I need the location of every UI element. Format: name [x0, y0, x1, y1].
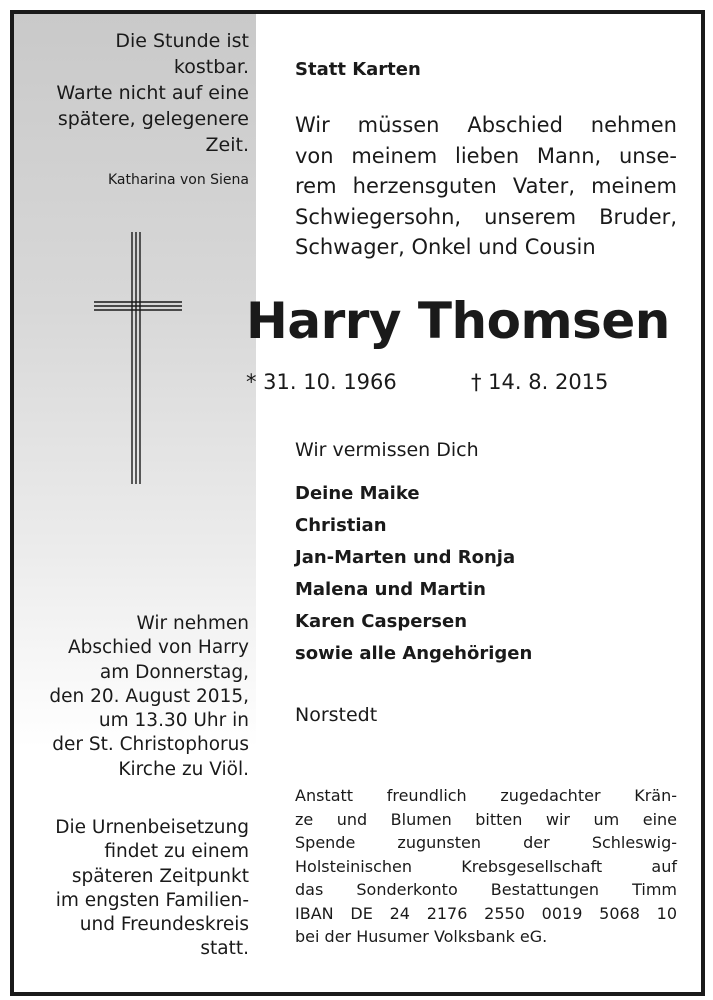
funeral-info [14, 612, 249, 782]
urn-line: Die Urnenbeisetzung [55, 817, 249, 838]
funeral-line: den 20. August 2015, [49, 685, 249, 707]
funeral-line: Kirche zu Viöl. [118, 758, 249, 780]
notice-line: bei der Husumer Volksbank eG. [295, 927, 548, 946]
notice-line: Anstatt freundlich zugedachter Krän- [295, 786, 677, 805]
urn-line: statt. [200, 938, 249, 960]
miss-text: Wir vermissen Dich [295, 439, 479, 461]
quote-line: Warte nicht auf eine [56, 82, 249, 104]
notice-line: Holsteinischen Krebsgesellschaft auf [295, 856, 677, 876]
urn-line: und Freundeskreis [79, 914, 249, 936]
dates [246, 370, 609, 394]
quote-line: Die Stunde ist [115, 30, 249, 52]
family-member: Malena und Martin [295, 579, 486, 600]
notice-line: das Sonderkonto Bestattungen Timm [295, 880, 677, 899]
donation-notice [295, 784, 677, 949]
deceased-name: Harry Thomsen [246, 292, 670, 350]
notice-line: IBAN DE 24 2176 2550 0019 5068 10 [295, 903, 677, 923]
family-member: Christian [295, 515, 387, 536]
cross-icon [94, 232, 184, 484]
funeral-line: am Donnerstag, [99, 661, 249, 683]
family-member: sowie alle Angehörigen [295, 643, 533, 664]
quote-line: kostbar. [173, 56, 249, 78]
obituary-frame [10, 10, 705, 996]
heading: Statt Karten [295, 59, 421, 80]
quote-line: Zeit. [205, 134, 249, 156]
family-member: Karen Caspersen [295, 611, 468, 632]
family-member: Deine Maike [295, 483, 420, 504]
funeral-line: Wir nehmen [136, 613, 249, 634]
family-member: Jan-Marten und Ronja [295, 547, 516, 568]
intro-line: Schwager, Onkel und Cousin [295, 235, 596, 259]
quote-author: Katharina von Siena [107, 172, 249, 188]
funeral-line: um 13.30 Uhr in [98, 710, 249, 732]
urn-line: im engsten Familien- [55, 889, 249, 911]
quote-line: spätere, gelegenere [57, 108, 249, 130]
urn-line: späteren Zeitpunkt [71, 865, 249, 887]
notice-line: Spende zugunsten der Schleswig- [295, 833, 677, 852]
funeral-line: Abschied von Harry [67, 637, 249, 659]
notice-line: ze und Blumen bitten wir um eine [295, 809, 677, 829]
urn-info [14, 816, 249, 962]
urn-line: findet zu einem [104, 841, 249, 863]
birth-date: * 31. 10. 1966 [246, 370, 397, 394]
intro-line: Wir müssen Abschied nehmen [295, 113, 677, 137]
funeral-line: der St. Christophorus [52, 734, 249, 756]
family-list [295, 478, 532, 670]
death-date: † 14. 8. 2015 [471, 370, 609, 394]
intro-line: von meinem lieben Mann, unse- [295, 143, 677, 168]
intro-text [295, 110, 677, 263]
place: Norstedt [295, 704, 378, 726]
intro-line: rem herzensguten Vater, meinem [295, 174, 677, 198]
quote [19, 28, 249, 158]
intro-line: Schwiegersohn, unserem Bruder, [295, 204, 677, 229]
